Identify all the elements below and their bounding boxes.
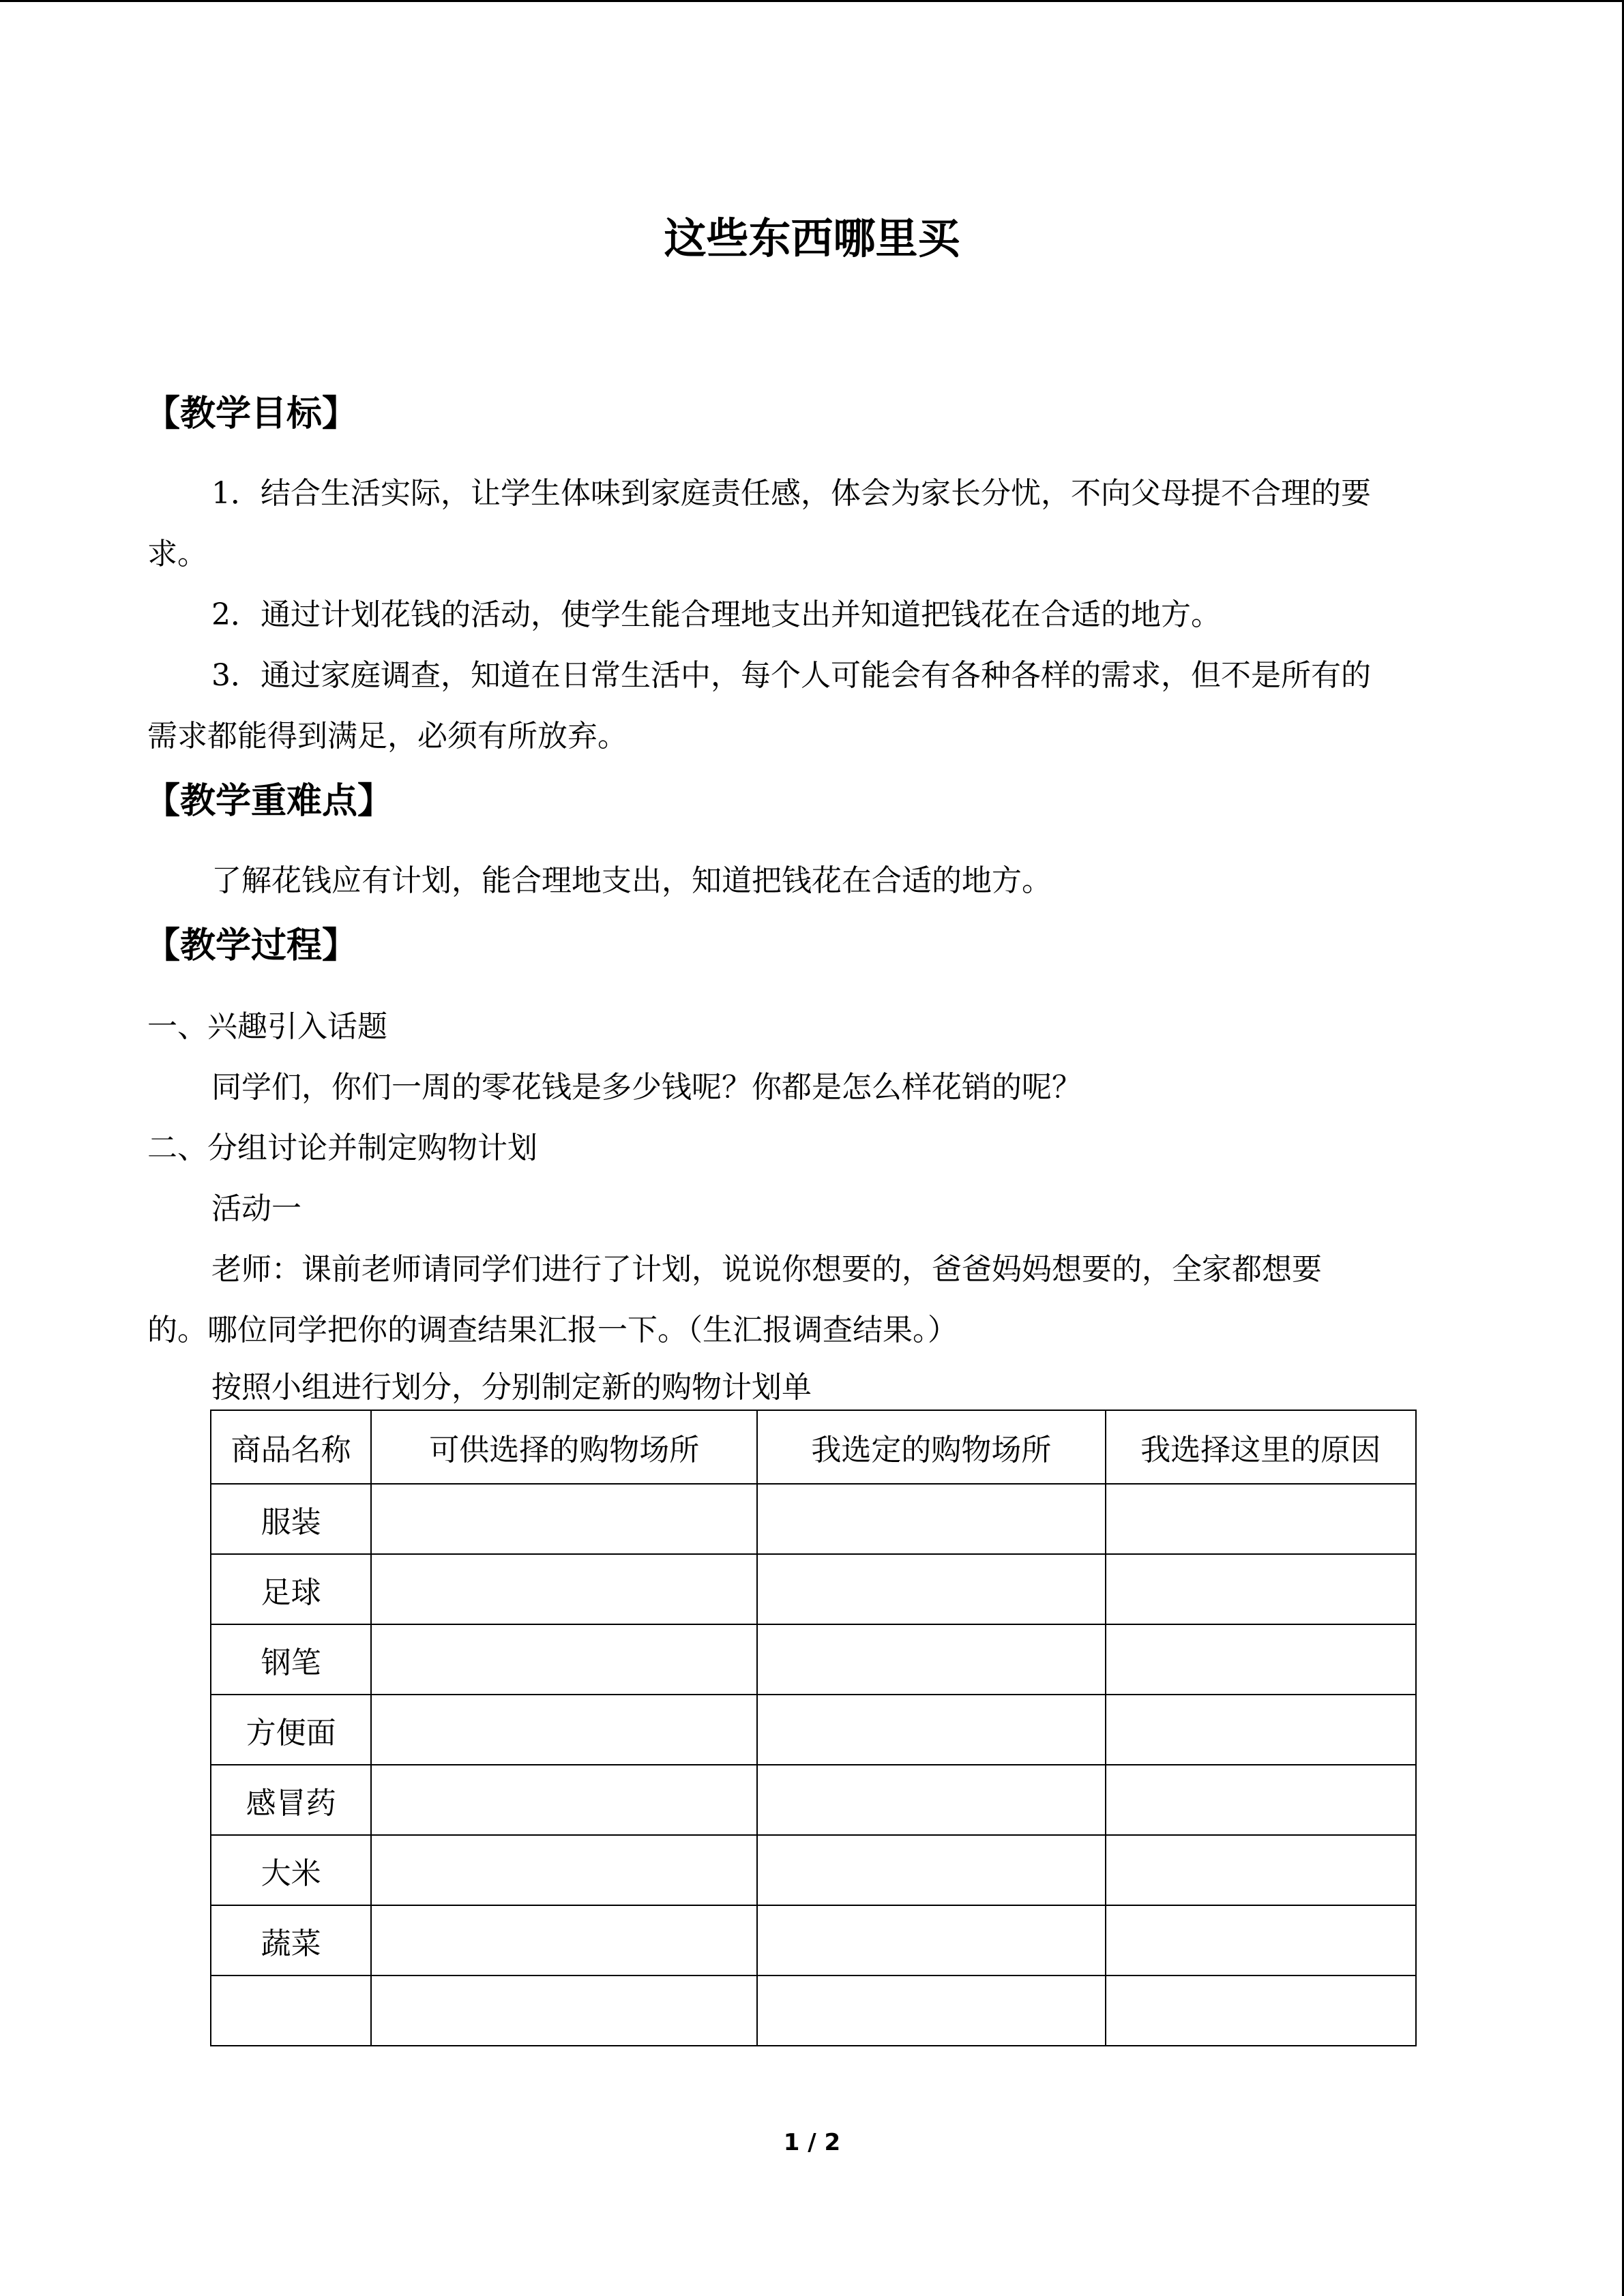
reason-cell[interactable] [1106,1484,1416,1554]
table-row [211,1695,1416,1765]
table-row [211,1554,1416,1624]
step-1-title: 一、兴趣引入话题 [147,1009,387,1044]
reason-cell[interactable] [1106,1976,1416,2046]
teacher-line-2: 的。哪位同学把你的调查结果汇报一下。（生汇报调查结果。） [147,1313,958,1347]
table-row [211,1484,1416,1554]
item-name-cell: 钢笔 [211,1624,371,1695]
header-available-places: 可供选择的购物场所 [371,1410,757,1484]
item-name-cell: 服装 [211,1484,371,1554]
available-places-cell[interactable] [371,1976,757,2046]
teacher-line-1: 老师：课前老师请同学们进行了计划，说说你想要的，爸爸妈妈想要的，全家都想要 [211,1252,1322,1287]
chosen-place-cell[interactable] [757,1976,1105,2046]
item-name-cell: 蔬菜 [211,1905,371,1976]
chosen-place-cell[interactable] [757,1765,1105,1835]
available-places-cell[interactable] [371,1835,757,1905]
item-name-cell: 大米 [211,1835,371,1905]
goal-3-line-2: 需求都能得到满足，必须有所放弃。 [147,719,628,754]
item-name-cell: 足球 [211,1554,371,1624]
chosen-place-cell[interactable] [757,1624,1105,1695]
available-places-cell[interactable] [371,1624,757,1695]
shopping-plan-table [210,1410,1417,2046]
reason-cell[interactable] [1106,1905,1416,1976]
available-places-cell[interactable] [371,1765,757,1835]
item-name-cell[interactable] [211,1976,371,2046]
header-reason: 我选择这里的原因 [1106,1410,1416,1484]
table-row [211,1835,1416,1905]
table-row [211,1976,1416,2046]
header-chosen-place: 我选定的购物场所 [757,1410,1105,1484]
table-header-row [211,1410,1416,1484]
step-1-text: 同学们，你们一周的零花钱是多少钱呢？你都是怎么样花销的呢？ [211,1070,1082,1105]
chosen-place-cell[interactable] [757,1695,1105,1765]
reason-cell[interactable] [1106,1835,1416,1905]
table-row [211,1624,1416,1695]
section-heading-key-points: 【教学重难点】 [145,781,394,822]
goal-1-line-1: 1．结合生活实际，让学生体味到家庭责任感，体会为家长分忧，不向父母提不合理的要 [211,476,1371,511]
goal-2: 2．通过计划花钱的活动，使学生能合理地支出并知道把钱花在合适的地方。 [211,597,1221,632]
available-places-cell[interactable] [371,1484,757,1554]
reason-cell[interactable] [1106,1765,1416,1835]
item-name-cell: 方便面 [211,1695,371,1765]
table-row [211,1905,1416,1976]
chosen-place-cell[interactable] [757,1554,1105,1624]
chosen-place-cell[interactable] [757,1905,1105,1976]
page-number: 1 / 2 [783,2129,841,2156]
item-name-cell: 感冒药 [211,1765,371,1835]
chosen-place-cell[interactable] [757,1835,1105,1905]
table-intro: 按照小组进行划分，分别制定新的购物计划单 [211,1370,812,1405]
goal-1-line-2: 求。 [147,537,207,571]
goal-3-line-1: 3．通过家庭调查，知道在日常生活中，每个人可能会有各种各样的需求，但不是所有的 [211,658,1371,693]
reason-cell[interactable] [1106,1554,1416,1624]
activity-1-label: 活动一 [211,1191,301,1226]
table-row [211,1765,1416,1835]
header-item-name: 商品名称 [211,1410,371,1484]
step-2-title: 二、分组讨论并制定购物计划 [147,1131,537,1165]
reason-cell[interactable] [1106,1624,1416,1695]
section-heading-goals: 【教学目标】 [145,393,358,434]
available-places-cell[interactable] [371,1695,757,1765]
chosen-place-cell[interactable] [757,1484,1105,1554]
reason-cell[interactable] [1106,1695,1416,1765]
section-heading-process: 【教学过程】 [145,925,358,966]
page-title: 这些东西哪里买 [664,213,960,263]
key-points-text: 了解花钱应有计划，能合理地支出，知道把钱花在合适的地方。 [211,863,1052,898]
available-places-cell[interactable] [371,1905,757,1976]
available-places-cell[interactable] [371,1554,757,1624]
page-border-top [0,0,1624,2]
